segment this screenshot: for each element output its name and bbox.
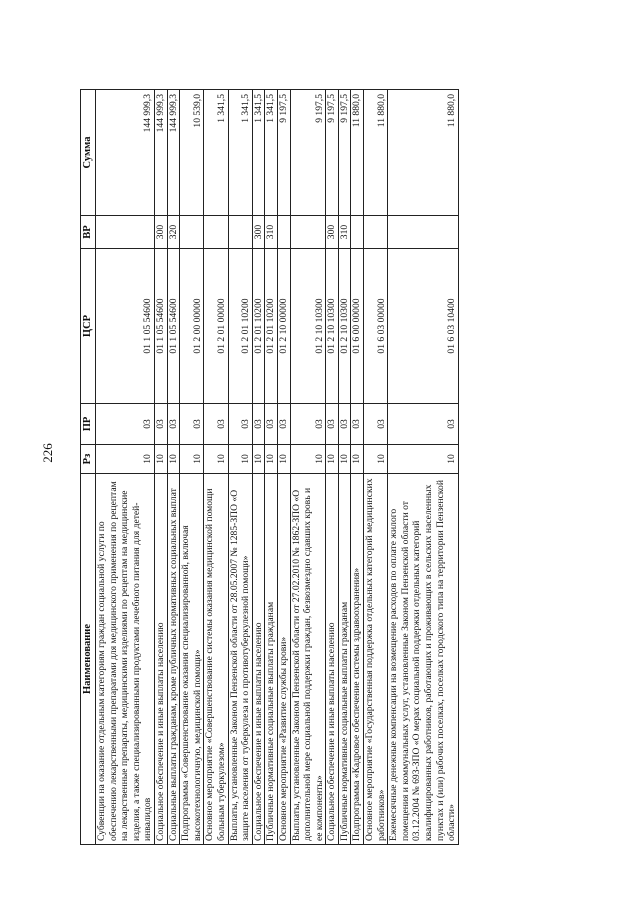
- header-sum: Сумма: [81, 90, 96, 216]
- cell-name: Социальные выплаты гражданам, кроме публичных нормативных социальных выплат: [167, 474, 180, 845]
- header-rz: Рз: [81, 445, 96, 474]
- cell-pr: 03: [252, 404, 265, 445]
- cell-rz: 10: [388, 445, 459, 474]
- cell-csr: 01 2 10 10300: [290, 249, 326, 404]
- cell-name: Основное мероприятие «Развитие службы крови»: [277, 474, 290, 845]
- cell-vr: [277, 216, 290, 249]
- cell-name: Социальное обеспечение и иные выплаты населению: [326, 474, 339, 845]
- cell-vr: 300: [252, 216, 265, 249]
- cell-csr: 01 6 00 00000: [351, 249, 364, 404]
- cell-sum: 1 341,5: [252, 90, 265, 216]
- header-csr: ЦСР: [81, 249, 96, 404]
- table-row: [154, 90, 167, 845]
- cell-rz: 10: [204, 445, 228, 474]
- cell-name: Основное мероприятие «Государственная поддержка отдельных категорий медицинских работников»: [364, 474, 388, 845]
- cell-name: Подпрограмма «Кадровое обеспечение системы здравоохранения»: [351, 474, 364, 845]
- cell-name: Основное мероприятие «Совершенствование системы оказания медицинской помощи больным туберкулезом»: [204, 474, 228, 845]
- cell-name: Выплаты, установленные Законом Пензенской области от 27.02.2010 № 1862-ЗПО «О дополнительной мере социальной поддержки граждан, безвозмездно сдавших кровь и ее компоненты»: [290, 474, 326, 845]
- cell-rz: 10: [96, 445, 155, 474]
- cell-pr: 03: [204, 404, 228, 445]
- cell-rz: 10: [228, 445, 252, 474]
- cell-vr: 300: [326, 216, 339, 249]
- cell-sum: 1 341,5: [204, 90, 228, 216]
- cell-vr: [364, 216, 388, 249]
- cell-vr: 310: [338, 216, 351, 249]
- cell-rz: 10: [252, 445, 265, 474]
- cell-pr: 03: [154, 404, 167, 445]
- table-header-row: [81, 90, 96, 845]
- cell-name: Публичные нормативные социальные выплаты гражданам: [338, 474, 351, 845]
- cell-sum: 9 197,5: [277, 90, 290, 216]
- cell-pr: 03: [96, 404, 155, 445]
- cell-pr: 03: [388, 404, 459, 445]
- table-row: [252, 90, 265, 845]
- cell-vr: [388, 216, 459, 249]
- cell-rz: 10: [180, 445, 204, 474]
- cell-name: Выплаты, установленные Законом Пензенской области от 28.05.2007 № 1285-ЗПО «О защите населения от туберкулеза и о противотуберкулезной помощи»: [228, 474, 252, 845]
- cell-sum: 1 341,5: [228, 90, 252, 216]
- cell-csr: 01 1 05 54600: [154, 249, 167, 404]
- table-row: [277, 90, 290, 845]
- cell-sum: 9 197,5: [290, 90, 326, 216]
- cell-vr: [228, 216, 252, 249]
- cell-csr: 01 2 01 10200: [228, 249, 252, 404]
- table-row: [180, 90, 204, 845]
- table-row: [265, 90, 278, 845]
- cell-rz: 10: [290, 445, 326, 474]
- cell-sum: 11 880,0: [388, 90, 459, 216]
- cell-vr: [290, 216, 326, 249]
- cell-vr: [180, 216, 204, 249]
- cell-pr: 03: [167, 404, 180, 445]
- header-pr: ПР: [81, 404, 96, 445]
- cell-name: Субвенции на оказание отдельным категориям граждан социальной услуги по обеспечению лекарственными препаратами для медицинского применения по рецептам на лекарственные препараты, медицинскими изделиями по рецептам на медицинские изделия, а также специализированными продуктами лечебного питания для детей-инвалидов: [96, 474, 155, 845]
- cell-sum: 10 539,0: [180, 90, 204, 216]
- cell-csr: 01 2 01 10200: [252, 249, 265, 404]
- cell-csr: 01 2 10 10300: [326, 249, 339, 404]
- cell-csr: 01 6 03 10400: [388, 249, 459, 404]
- table-body: [96, 90, 459, 845]
- cell-rz: 10: [351, 445, 364, 474]
- cell-vr: [204, 216, 228, 249]
- cell-rz: 10: [364, 445, 388, 474]
- table-row: [338, 90, 351, 845]
- cell-name: Ежемесячные денежные компенсации на возмещение расходов по оплате жилого помещения и коммунальных услуг, установленные Законом Пензенской области от 03.12.2004 № 693-ЗПО «О мерах социальной поддержки отдельных категорий квалифицированных работников, работающих и проживающих в сельских населенных пунктах и (или) рабочих поселках, поселках городского типа на территории Пензенской области»: [388, 474, 459, 845]
- cell-name: Социальное обеспечение и иные выплаты населению: [154, 474, 167, 845]
- cell-csr: 01 2 10 00000: [277, 249, 290, 404]
- cell-vr: 320: [167, 216, 180, 249]
- cell-pr: 03: [326, 404, 339, 445]
- cell-sum: 1 341,5: [265, 90, 278, 216]
- table-row: [96, 90, 155, 845]
- cell-pr: 03: [338, 404, 351, 445]
- cell-pr: 03: [180, 404, 204, 445]
- cell-rz: 10: [277, 445, 290, 474]
- cell-name: Публичные нормативные социальные выплаты гражданам: [265, 474, 278, 845]
- table-row: [364, 90, 388, 845]
- cell-sum: 144 999,3: [154, 90, 167, 216]
- cell-name: Подпрограмма «Совершенствование оказания специализированной, включая высокотехнологичную, медицинской помощи»: [180, 474, 204, 845]
- table-row: [167, 90, 180, 845]
- cell-sum: 11 880,0: [364, 90, 388, 216]
- cell-sum: 144 999,3: [96, 90, 155, 216]
- rotated-page-content: [80, 90, 611, 845]
- cell-vr: [96, 216, 155, 249]
- cell-csr: 01 1 05 54600: [96, 249, 155, 404]
- header-vr: ВР: [81, 216, 96, 249]
- page-number: 226: [40, 443, 55, 463]
- table-row: [228, 90, 252, 845]
- table-row: [204, 90, 228, 845]
- cell-pr: 03: [228, 404, 252, 445]
- cell-pr: 03: [290, 404, 326, 445]
- header-name: Наименование: [81, 474, 96, 845]
- cell-pr: 03: [351, 404, 364, 445]
- cell-csr: 01 2 00 00000: [180, 249, 204, 404]
- cell-rz: 10: [154, 445, 167, 474]
- cell-csr: 01 2 01 00000: [204, 249, 228, 404]
- table-row: [351, 90, 364, 845]
- cell-pr: 03: [277, 404, 290, 445]
- cell-name: Социальное обеспечение и иные выплаты населению: [252, 474, 265, 845]
- cell-csr: 01 2 01 10200: [265, 249, 278, 404]
- cell-csr: 01 6 03 00000: [364, 249, 388, 404]
- cell-rz: 10: [167, 445, 180, 474]
- cell-sum: 144 999,3: [167, 90, 180, 216]
- cell-sum: 9 197,5: [326, 90, 339, 216]
- budget-table: [80, 89, 459, 845]
- cell-rz: 10: [265, 445, 278, 474]
- cell-rz: 10: [338, 445, 351, 474]
- cell-csr: 01 2 10 10300: [338, 249, 351, 404]
- cell-rz: 10: [326, 445, 339, 474]
- cell-vr: 310: [265, 216, 278, 249]
- cell-sum: 9 197,5: [338, 90, 351, 216]
- table-row: [388, 90, 459, 845]
- table-row: [326, 90, 339, 845]
- cell-csr: 01 1 05 54600: [167, 249, 180, 404]
- cell-vr: [351, 216, 364, 249]
- cell-sum: 11 880,0: [351, 90, 364, 216]
- cell-pr: 03: [265, 404, 278, 445]
- table-row: [290, 90, 326, 845]
- cell-vr: 300: [154, 216, 167, 249]
- cell-pr: 03: [364, 404, 388, 445]
